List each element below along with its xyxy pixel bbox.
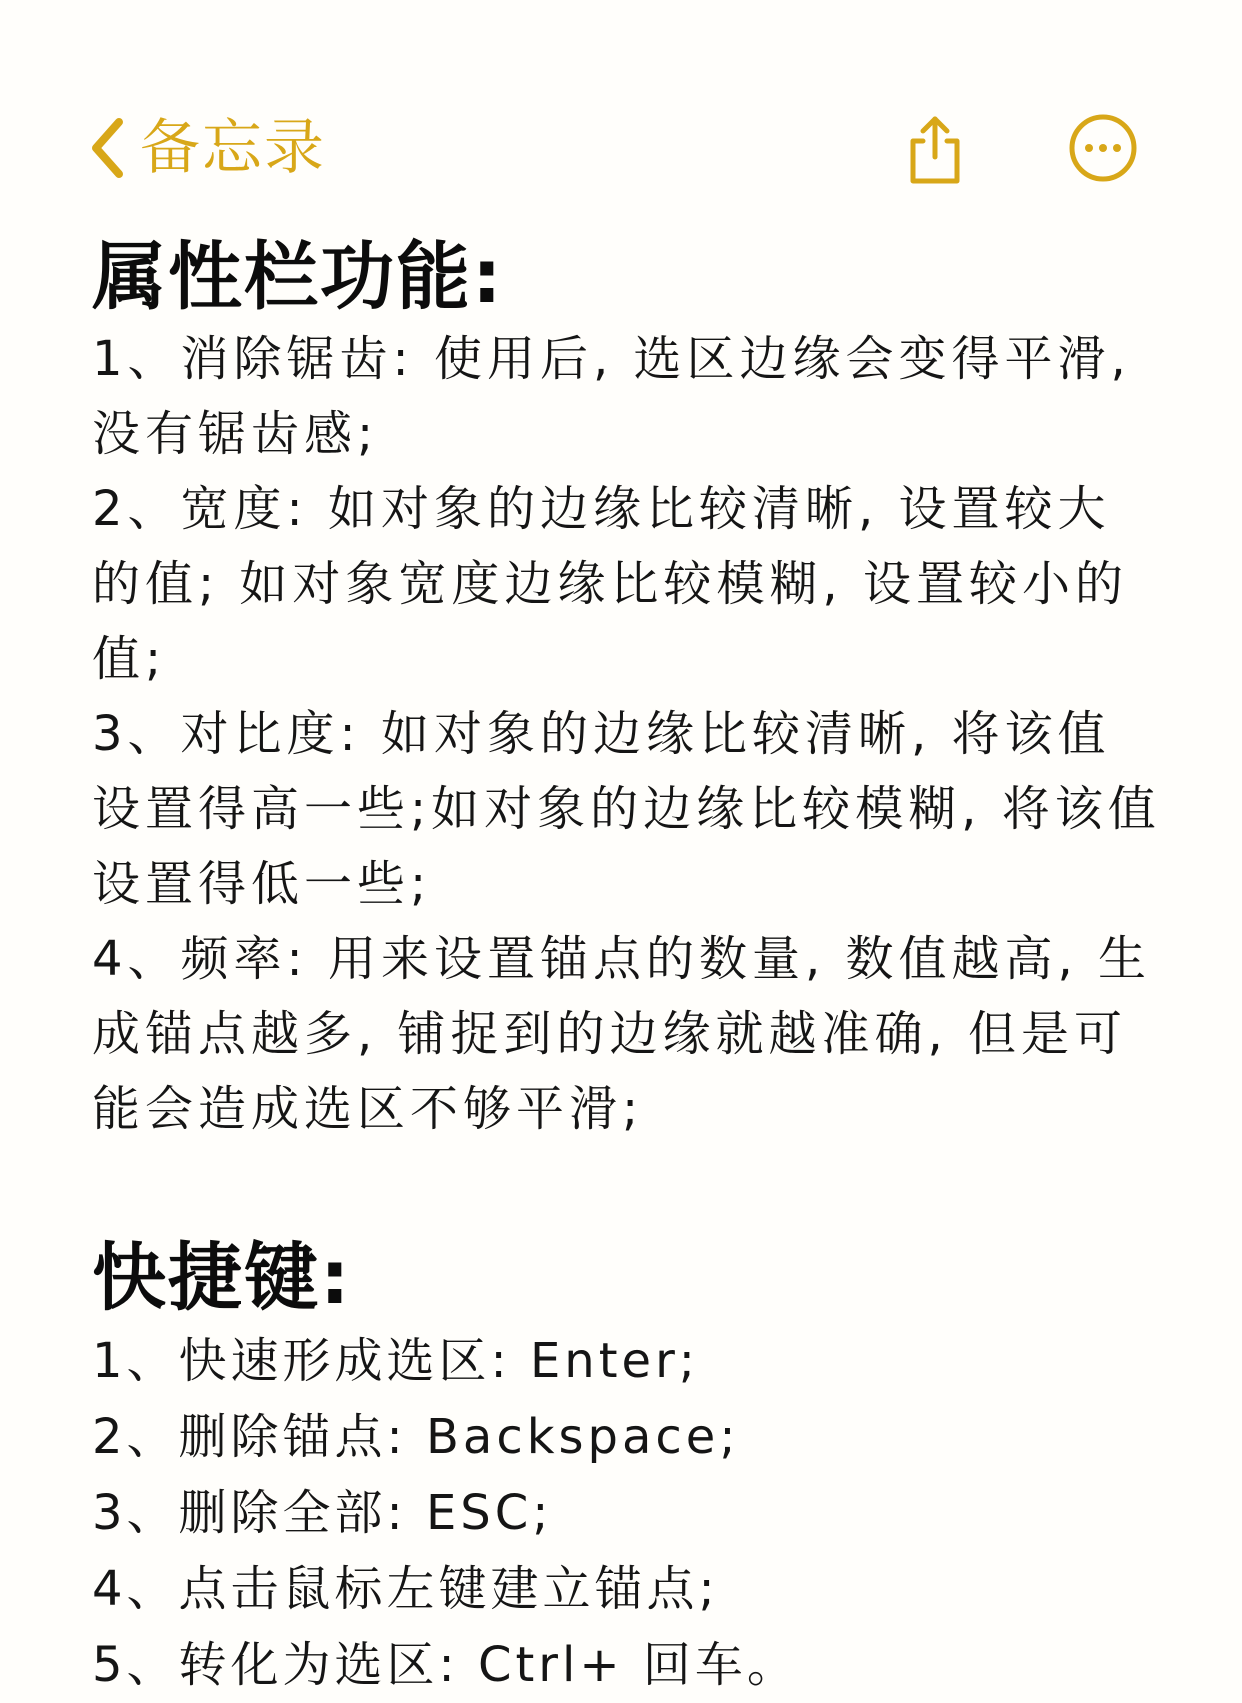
navigation-bar [0,0,1242,200]
section-spacer [92,1147,1162,1233]
chevron-left-icon [84,112,130,184]
list-item: 4、点击鼠标左键建立锚点; [92,1561,719,1617]
more-button[interactable] [1067,112,1139,184]
section-title-attributes: 属性栏功能: [92,234,504,320]
attributes-list [92,322,1162,1147]
list-item: 1、消除锯齿: 使用后, 选区边缘会变得平滑, 没有锯齿感; [92,331,1131,462]
list-item: 4、频率: 用来设置锚点的数量, 数值越高, 生成锚点越多, 铺捉到的边缘就越准确, 但是可能会造成选区不够平滑; [92,931,1152,1137]
list-item: 1、快速形成选区: Enter; [92,1333,699,1389]
ellipsis-circle-icon [1067,112,1139,184]
note-content [92,232,1162,1703]
share-icon [905,113,965,187]
list-item: 3、对比度: 如对象的边缘比较清晰, 将该值设置得高一些;如对象的边缘比较模糊, 将该值设置得低一些; [92,706,1161,912]
list-item: 5、转化为选区: Ctrl+ 回车。 [92,1637,799,1693]
back-button[interactable] [84,112,326,184]
back-label: 备忘录 [140,113,326,183]
shortcuts-list [92,1323,1162,1703]
share-button[interactable] [905,113,965,187]
list-item: 2、宽度: 如对象的边缘比较清晰, 设置较大的值; 如对象宽度边缘比较模糊, 设置较小的值; [92,481,1128,687]
section-title-shortcuts: 快捷键: [92,1235,352,1321]
list-item: 3、删除全部: ESC; [92,1485,553,1541]
list-item: 2、删除锚点: Backspace; [92,1409,740,1465]
